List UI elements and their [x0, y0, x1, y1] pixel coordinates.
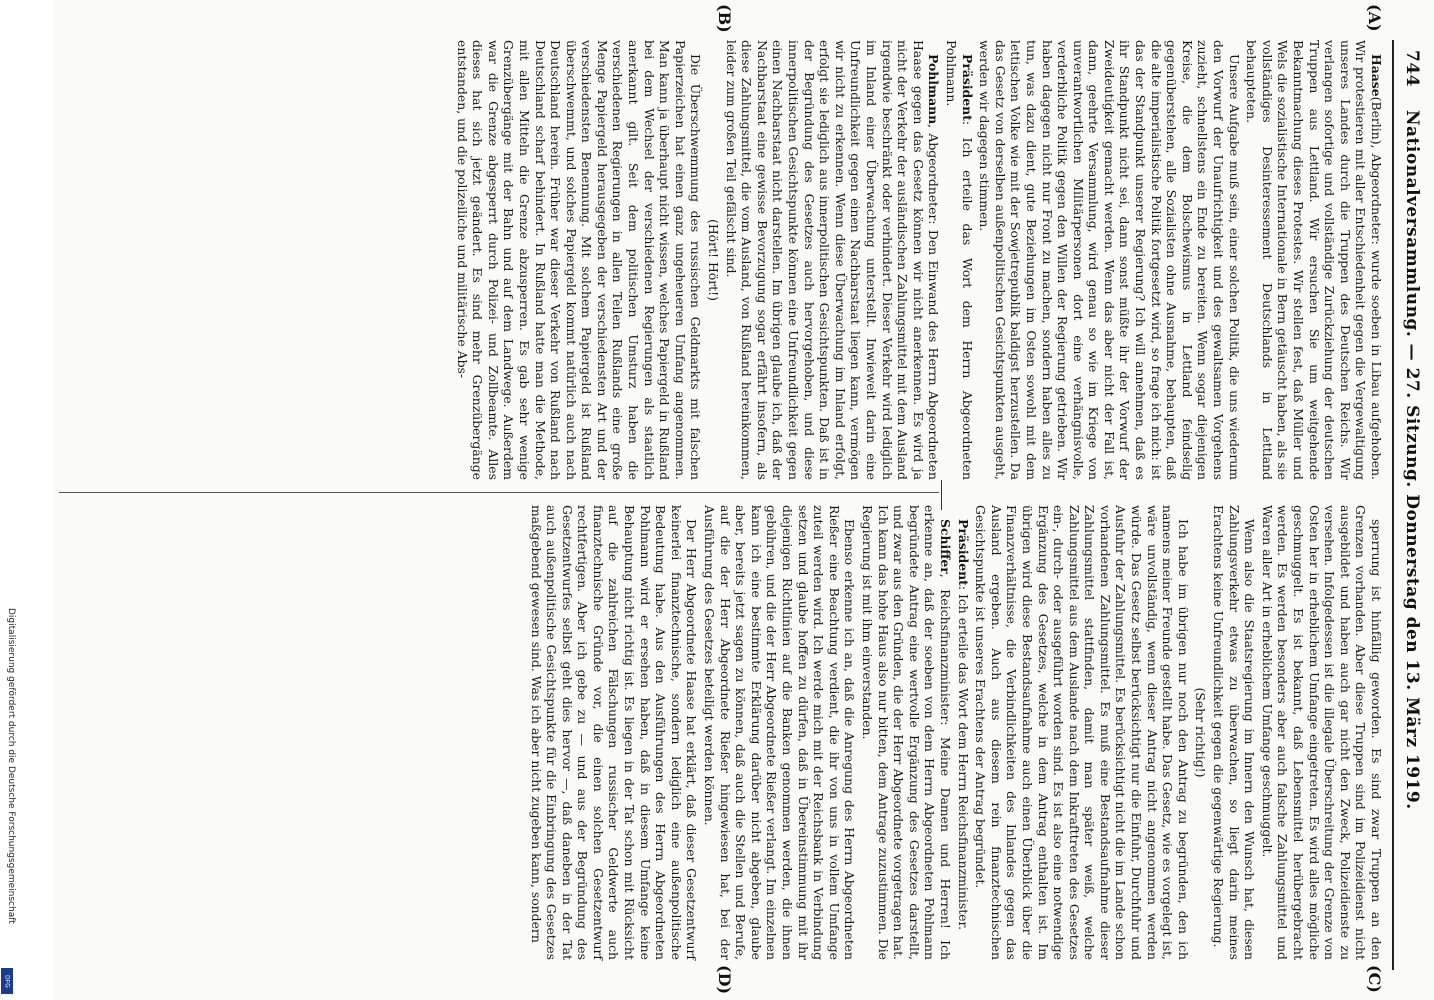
paragraph: [859, 505, 953, 960]
paragraph: [943, 40, 974, 480]
header-rule: [1392, 40, 1394, 970]
paragraph-text: , Abgeordneter: Den Einwand des Herrn Abgeordneten Haase gegen das Gesetz können wir nicht anerkennen. Es wird ja nicht der Verkehr der ausländischen Zahlungsmittel mit dem Ausland irgendwie beschränkt oder verhindert. Dieser Verkehr wird lediglich im Inland einer Überwachung unterstellt. Inwieweit darin eine Unfreundlichkeit gegen einen Nachbarstaat liegen kann, vermögen wir nicht zu erkennen. Wenn diese Überwachung im Inland erfolgt, erfolgt sie lediglich aus innerpolitischen Gesichtspunkten. Daß ist in der Begründung des Gesetzes auch hervorgehoben, und diese innerpolitischen Gesichtspunkte können eine Unfreundlichkeit gegen einen Nachbarstaat nicht darstellen. Im übrigen glaube ich, daß der Nachbarstaat eine gewisse Bevorzugung sogar erfährt insofern, als diese Zahlungsmittel, die vom Ausland, von Rußland hereinkommen, leider zum großen Teil gefälscht sind.: [723, 40, 942, 480]
speaker-name: Schiffer: [937, 519, 953, 574]
paragraph-text: Der Herr Abgeordnete Haase hat erklärt, daß dieser Gesetzentwurf keinerlei finanztechnische, sondern lediglich eine außenpolitische Bedeutung habe. Aus den Ausführungen des Herrn Abgeordneten Pohlmann wird er ersehen haben, daß in diesem Umfange keine Behauptung nicht richtig ist. Es liegen in der Tat schon mit Rücksicht auf die zahlreichen Fälschungen russischer Geldwerte auch finanztechnische Gründe vor, die einen solchen Gesetzentwurf rechtfertigen. Aber ich gebe zu — und aus der Begründung des Gesetzentwurfes selbst geht dies hervor —, daß daneben in der Tat auch außenpolitische Gesichtspunkte für die Einbringung des Gesetzes maßgebend gewesen sind. Was ich aber nicht zugeben kann, sondern: [528, 505, 700, 960]
paragraph: [528, 505, 700, 960]
page-number: 744: [1402, 50, 1422, 87]
digitization-note: Digitalisierung gefördert durch die Deutsche Forschungsgemeinschaft: [6, 608, 16, 924]
document-page: [54, 0, 1434, 1000]
dfg-logo-text: DFG: [3, 974, 11, 988]
paragraph-text: Wenn also die Staatsregierung im Innern den Wunsch hat, diesen Zahlungsverkehr etwas zu überwachen, so liegt darin meines Erachtens keine Unfreundlichkeit gegen die gegenwärtige Regierung.: [1211, 505, 1258, 960]
dfg-logo: [1, 968, 13, 994]
column-divider: [59, 492, 939, 493]
paragraph: [1210, 505, 1257, 960]
speaker-name: Präsident: [959, 54, 975, 121]
margin-marker-d: (D): [715, 965, 734, 995]
paragraph: [973, 505, 1191, 960]
digitization-sidebar: [0, 0, 14, 1000]
speaker-name: Pohlmann: [926, 54, 942, 125]
paragraph: [1259, 505, 1384, 960]
paragraph: [705, 40, 721, 480]
paragraph-text: (Sehr richtig!): [1193, 687, 1209, 778]
paragraph-text: Ich habe im übrigen nur noch den Antrag zu begründen, den ich namens meiner Freunde gestellt habe. Das Gesetz, wie es vorgelegt ist, wäre unvollständig, wenn dieser Antrag nicht angenommen werden würde. Das Gesetz selbst berücksichtigt nur die Einfuhr, Durchfuhr und Ausfuhr der Zahlungsmittel. Es berücksichtigt nicht die im Lande schon vorhandenen Zahlungsmittel. Es muß eine Bestandsaufnahme dieser Zahlungsmittel stattfinden, damit man später weiß, welche Zahlungsmittel aus dem Auslande nach dem Inkrafttreten des Gesetzes ein-, durch- oder ausgeführt worden sind. Es ist also eine notwendige Ergänzung des Gesetzes, welche in dem Antrag enthalten ist. Im übrigen wird diese Bestandsaufnahme auch einen Überblick über die Finanzverhältnisse, die Verbindlichkeiten des Inlandes gegen das Ausland ergeben. Auch aus diesem rein finanztechnischen Gesichtspunkte ist unseres Erachtens der Antrag begründet.: [973, 505, 1191, 960]
paragraph-text: Ebenso erkenne ich an, daß die Anregung des Herrn Abgeordneten Rießer eine Beachtung verdient, die ihr von uns in vollem Umfange zuteil werden wird. Ich werde mich mit der Reichsbank in Verbindung setzen und glaube hoffen zu dürfen, daß in Übereinstimmung mit ihr diejenigen Richtlinien auf die Banken genommen werden, die ihnen gebühren, und die der Herr Abgeordnete Rießer verlangt. Im einzelnen kann ich eine bestimmte Erklärung darüber nicht abgeben, glaube aber, bereits jetzt sagen zu können, daß auch die Stellen und Berufe, auf die der Herr Abgeordnete Rießer hingewiesen hat, bei der Ausführung des Gesetzes beteiligt werden können.: [702, 505, 858, 960]
paragraph-text: (Hört! Hört!): [706, 219, 722, 301]
running-head: Nationalversammlung. — 27. Sitzung. Donnerstag den 13. März 1919.: [1402, 110, 1422, 810]
margin-marker-c: (C): [1365, 965, 1384, 993]
paragraph-text: : Ich erteile das Wort dem Herrn Abgeordneten Pohlmann.: [943, 40, 975, 480]
speaker-name: Präsident: [955, 519, 971, 586]
speaker-name: Haase: [1369, 54, 1384, 97]
margin-marker-a: (A): [1365, 4, 1384, 32]
paragraph-text: , Reichsfinanzminister: Meine Damen und Herren! Ich erkenne an, daß der soeben von dem Herrn Abgeordneten Pohlmann begründete Antrag eine wertvolle Ergänzung des Gesetzes darstellt, und zwar aus den Gründen, die der Herr Abgeordnete vorgetragen hat. Ich kann das hohe Haus also nur bitten, dem Antrage zuzustimmen. Die Regierung ist mit ihm einverstanden.: [860, 505, 953, 960]
paragraph: [1244, 40, 1384, 480]
right-column: [526, 505, 1384, 960]
paragraph: [701, 505, 857, 960]
paragraph: [723, 40, 941, 480]
paragraph-text: Die Überschwemmung des russischen Geldmarkts mit falschen Papierzeichen hat einen ganz ungeheueren Umfang angenommen. Man kann ja überhaupt nicht wissen, welches Papiergeld in Rußland bei dem Wechsel der verschiedenen Regierungen als staatlich anerkannt gilt. Seit dem politischen Umsturz haben die verschiedenen Regierungen in allen Teilen Rußlands eine große Menge Papiergeld herausgegeben der verschiedensten Art und der verschiedensten Benennung. Mit solchem Papiergeld ist Rußland überschwemmt, und solches Papiergeld kommt natürlich auch nach Deutschland herein. Früher war dieser Verkehr von Rußland nach Deutschland scharf behindert. In Rußland hatte man die Methode, mit allen Mitteln die Grenze abzusperren. Es gab sehr wenige Grenzübergänge mit der Bahn und auf dem Landwege. Außerdem war die Grenze abgesperrt durch Polizei- und Zollbeamte. Alles dieses hat sich jetzt geändert. Es sind mehr Grenzübergänge entstanden, und die polizeiliche und militärische Abs-: [454, 40, 704, 480]
paragraph-text: (Berlin), Abgeordneter: wurde soeben in Libau aufgehoben. Wir protestieren mit aller Entschiedenheit gegen die Vergewaltigung unseres Landes durch die Truppen des Deutschen Reichs. Wir verlangen sofortige und vollständige Zurückziehung der deutschen Truppen aus Lettland. Wir ersuchen Sie um weitgehende Bekanntmachung dieses Protestes. Wir stellen fest, daß Müller und Wels die sozialistische Internationale in Bern getäuscht haben, als sie vollständiges Desinteressement Deutschlands in Lettland behaupteten.: [1244, 40, 1384, 480]
paragraph: [955, 505, 971, 960]
page-header: [1392, 50, 1422, 950]
left-column: [452, 40, 1384, 480]
margin-marker-b: (B): [715, 4, 734, 33]
paragraph: [454, 40, 704, 480]
paragraph-text: : Ich erteile das Wort dem Herrn Reichsfinanzminister.: [955, 585, 971, 931]
paragraph: [977, 40, 1242, 480]
paragraph: [1193, 505, 1209, 960]
paragraph-text: Unsere Aufgabe muß sein, einer solchen Politik, die uns wiederum den Vorwurf der Unaufrichtigkeit und des gewaltsamen Vorgehens zuzieht, schnellstens ein Ende zu bereiten. Wenn sogar diejenigen Kreise, die dem Bolschewismus in Lettland feindselig gegenüberstehen, alle Sozialisten ohne Ausnahme, behaupten, daß die alte imperialistische Politik fortgesetzt wird, so frage ich mich: ist das der Standpunkt unserer Regierung? Ich will annehmen, daß es ihr Standpunkt nicht sei, dann sonst müßte ihr der Vorwurf der Zweideutigkeit gemacht werden. Wenn das aber nicht der Fall ist, dann, geehrte Versammlung, wird genau so wie im Kriege von unverantwortlichen Militärpersonen dort eine verhängnisvolle, verderbliche Politik gegen den Willen der Regierung getrieben. Wir haben dagegen nicht nur Front zu machen, sondern haben alles zu tun, was dazu dient, gute Beziehungen im Osten sowohl mit dem lettischen Volke wie mit der Sowjetrepublik baldigst herzustellen. Da das Gesetz von derselben außenpolitischen Gesichtspunkten ausgeht, werden wir dagegen stimmen.: [977, 40, 1242, 480]
paragraph-text: sperrung ist hinfällig geworden. Es sind zwar Truppen an den Grenzen vorhanden. Aber diese Truppen sind im Polizeidienst nicht ausgebildet und haben auch gar nicht den Zweck, Polizeidienste zu versehen. Infolgedessen ist die illegale Überschreitung der Grenze von Osten her in erheblichem Umfange eingetreten. Es wird alles mögliche geschmuggelt. Es ist bekannt, daß Lebensmittel herübergebracht werden. Es werden besonders aber auch falsche Zahlungsmittel und Waren aller Art in erheblichem Umfange geschmuggelt.: [1259, 505, 1384, 960]
